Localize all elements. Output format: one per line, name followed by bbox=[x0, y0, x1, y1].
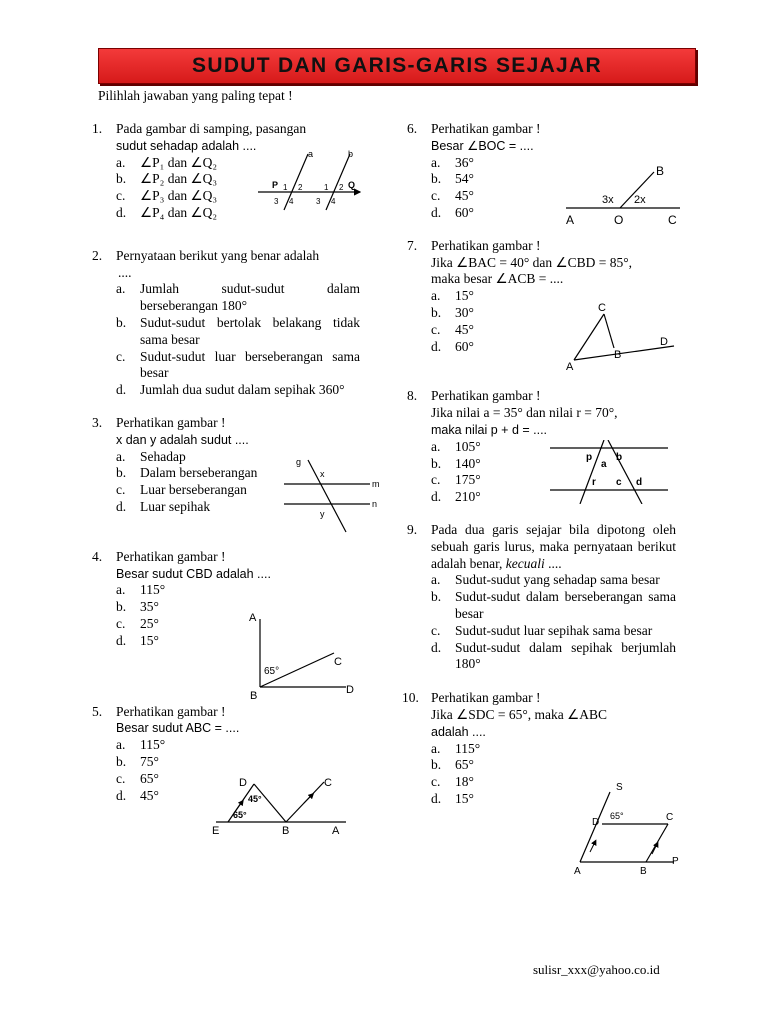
footer-email: sulisr_xxx@yahoo.co.id bbox=[533, 962, 660, 977]
label-b: b bbox=[616, 452, 623, 463]
option-a[interactable]: a. ∠P₁ dan ∠Q₂ bbox=[116, 154, 218, 170]
label-q3: 3 bbox=[316, 197, 321, 206]
label-Q: Q bbox=[348, 180, 356, 190]
title-banner bbox=[98, 48, 696, 84]
question-stem: adalah .... bbox=[431, 724, 486, 739]
option-d[interactable]: d. ∠P₄ dan ∠Q₂ bbox=[116, 204, 218, 220]
label-m: m bbox=[372, 479, 380, 489]
figure-q10 bbox=[570, 778, 682, 878]
label-p2: 2 bbox=[298, 183, 303, 192]
label-S: S bbox=[616, 782, 623, 793]
label-q1: 1 bbox=[324, 183, 329, 192]
label-P: P bbox=[272, 180, 279, 190]
question-stem: Perhatikan gambar ! bbox=[116, 703, 226, 719]
instruction: Pilihlah jawaban yang paling tepat ! bbox=[98, 88, 293, 103]
line-AD bbox=[574, 346, 674, 360]
option-b[interactable]: b. Sudut-sudut dalam berseberangan sama besar bbox=[431, 589, 676, 621]
label-O: O bbox=[614, 213, 624, 227]
label-a: a bbox=[308, 149, 314, 159]
label-r: r bbox=[592, 477, 596, 488]
question-stem: Pada gambar di samping, pasangan bbox=[116, 121, 307, 136]
option-a[interactable]: a. 115° bbox=[116, 737, 166, 753]
option-c[interactable]: c. 18° bbox=[431, 774, 474, 790]
option-b[interactable]: b. 65° bbox=[431, 757, 474, 773]
label-q2: 2 bbox=[339, 183, 344, 192]
label-angle: 65° bbox=[264, 666, 280, 677]
question-stem: Perhatikan gambar ! bbox=[431, 237, 541, 253]
question-number: 4. bbox=[92, 548, 103, 564]
question-number: 8. bbox=[407, 388, 418, 404]
question-stem: Jika ∠SDC = 65°, maka ∠ABC bbox=[431, 706, 607, 722]
label-C: C bbox=[668, 213, 677, 227]
option-d[interactable]: d. Jumlah dua sudut dalam sepihak 360° bbox=[116, 382, 345, 398]
option-c[interactable]: c. 65° bbox=[116, 770, 159, 786]
figure-q8 bbox=[550, 440, 674, 504]
question-number: 3. bbox=[92, 414, 103, 430]
question-2 bbox=[92, 247, 360, 399]
label-A: A bbox=[332, 825, 340, 836]
label-p: p bbox=[586, 452, 593, 463]
question-stem: Perhatikan gambar ! bbox=[116, 414, 226, 430]
question-stem: Jika nilai a = 35° dan nilai r = 70°, bbox=[431, 405, 618, 421]
option-a[interactable]: a. Jumlah sudut-sudut dalam berseberangan 180° bbox=[116, 281, 360, 314]
option-b[interactable]: b. 35° bbox=[116, 599, 159, 615]
label-B: B bbox=[614, 349, 622, 361]
label-A: A bbox=[566, 361, 574, 373]
question-number: 2. bbox=[92, 247, 103, 263]
figure-q3 bbox=[284, 452, 384, 534]
question-number: 5. bbox=[92, 703, 103, 719]
label-C: C bbox=[598, 302, 606, 314]
option-a[interactable]: a. 115° bbox=[116, 582, 166, 598]
label-45: 45° bbox=[248, 794, 262, 804]
question-stem: .... bbox=[118, 264, 132, 280]
question-stem: Perhatikan gambar ! bbox=[431, 690, 541, 706]
option-c[interactable]: c. 45° bbox=[431, 321, 474, 337]
option-d[interactable]: d. 15° bbox=[431, 790, 474, 806]
question-number: 10. bbox=[402, 690, 419, 706]
label-a: a bbox=[601, 459, 607, 470]
question-stem: Pernyataan berikut yang benar adalah bbox=[116, 247, 320, 263]
option-c[interactable]: c. ∠P₃ dan ∠Q₃ bbox=[116, 188, 218, 204]
option-b[interactable]: b. ∠P₂ dan ∠Q₃ bbox=[116, 171, 218, 187]
label-D: D bbox=[239, 777, 247, 789]
question-stem: Besar ∠BOC = .... bbox=[431, 138, 534, 153]
transversal-right bbox=[608, 440, 642, 504]
option-d[interactable]: d. 210° bbox=[431, 489, 481, 505]
line-b bbox=[326, 154, 350, 210]
label-B: B bbox=[640, 866, 647, 877]
figure-q1 bbox=[256, 146, 364, 212]
label-x: x bbox=[320, 469, 325, 479]
transversal-left bbox=[580, 440, 604, 504]
label-p3: 3 bbox=[274, 197, 279, 206]
figure-q4 bbox=[246, 609, 362, 701]
label-D: D bbox=[592, 817, 600, 828]
option-b[interactable]: b. 140° bbox=[431, 455, 481, 471]
label-A: A bbox=[249, 612, 257, 624]
label-y: y bbox=[320, 509, 325, 519]
label-A: A bbox=[566, 213, 575, 227]
label-65: 65° bbox=[610, 811, 624, 821]
label-g: g bbox=[296, 457, 302, 467]
label-n: n bbox=[372, 499, 378, 509]
question-stem: Pada dua garis sejajar bila dipotong oleh sebuah garis lurus, maka pernyataan berikut adalah benar, kecuali .... bbox=[431, 521, 676, 571]
option-a[interactable]: a. Sehadap bbox=[116, 448, 186, 464]
option-d[interactable]: d. 60° bbox=[431, 204, 474, 220]
question-number: 7. bbox=[407, 237, 418, 253]
question-stem: Besar sudut CBD adalah .... bbox=[116, 566, 271, 581]
label-B: B bbox=[656, 164, 665, 178]
option-a[interactable]: a. 105° bbox=[431, 438, 481, 454]
option-c[interactable]: c. Sudut-sudut luar sepihak sama besar bbox=[431, 622, 653, 638]
option-d[interactable]: d. 45° bbox=[116, 787, 159, 803]
option-a[interactable]: a. 36° bbox=[431, 154, 474, 170]
option-d[interactable]: d. 60° bbox=[431, 338, 474, 354]
label-p1: 1 bbox=[283, 183, 288, 192]
question-number: 9. bbox=[407, 521, 418, 537]
segment-CB bbox=[646, 824, 668, 862]
question-stem: sudut sehadap adalah .... bbox=[116, 138, 257, 153]
question-stem: Jika ∠BAC = 40° dan ∠CBD = 85°, bbox=[431, 254, 632, 270]
option-d[interactable]: d. Sudut-sudut dalam sepihak berjumlah 180° bbox=[431, 639, 676, 672]
option-d[interactable]: d. 15° bbox=[116, 632, 159, 648]
label-c: c bbox=[616, 477, 622, 488]
option-c[interactable]: c. 25° bbox=[116, 615, 159, 631]
option-a[interactable]: a. 115° bbox=[431, 740, 481, 756]
option-d[interactable]: d. Luar sepihak bbox=[116, 498, 211, 514]
arrow-icon bbox=[590, 842, 595, 852]
label-b: b bbox=[348, 149, 354, 159]
option-c[interactable]: c. Luar berseberangan bbox=[116, 482, 247, 498]
question-stem: Perhatikan gambar ! bbox=[431, 388, 541, 404]
label-D: D bbox=[346, 684, 354, 696]
label-B: B bbox=[282, 825, 290, 836]
line-g bbox=[308, 460, 346, 532]
question-number: 6. bbox=[407, 121, 418, 136]
label-E: E bbox=[212, 825, 220, 836]
label-3x: 3x bbox=[602, 194, 614, 206]
segment-CB bbox=[604, 314, 614, 348]
arrow-icon bbox=[652, 844, 657, 854]
segment-AC bbox=[574, 314, 604, 360]
question-stem: Perhatikan gambar ! bbox=[431, 121, 541, 136]
question-stem: Besar sudut ABC = .... bbox=[116, 721, 240, 736]
question-9 bbox=[407, 521, 676, 673]
option-a[interactable]: a. 15° bbox=[431, 288, 474, 304]
label-A: A bbox=[574, 866, 581, 877]
label-B: B bbox=[250, 690, 258, 701]
line-a bbox=[284, 154, 308, 210]
label-2x: 2x bbox=[634, 194, 646, 206]
option-c[interactable]: c. 175° bbox=[431, 472, 481, 488]
label-D: D bbox=[660, 336, 668, 348]
option-b[interactable]: b. 30° bbox=[431, 304, 474, 320]
option-b[interactable]: b. 54° bbox=[431, 171, 474, 187]
question-stem: x dan y adalah sudut .... bbox=[116, 432, 249, 447]
arrow-icon bbox=[304, 795, 312, 803]
label-P: P bbox=[672, 856, 679, 867]
option-b[interactable]: b. Sudut-sudut bertolak belakang tidak sama besar bbox=[116, 314, 360, 347]
label-d: d bbox=[636, 477, 643, 488]
option-a[interactable]: a. Sudut-sudut yang sehadap sama besar bbox=[431, 572, 660, 588]
option-b[interactable]: b. 75° bbox=[116, 753, 159, 769]
label-q4: 4 bbox=[331, 197, 336, 206]
option-b[interactable]: b. Dalam berseberangan bbox=[116, 465, 258, 481]
question-stem: Perhatikan gambar ! bbox=[116, 548, 226, 564]
label-C: C bbox=[666, 812, 674, 823]
option-c[interactable]: c. Sudut-sudut luar berseberangan sama besar bbox=[116, 348, 360, 381]
page-title: SUDUT DAN GARIS-GARIS SEJAJAR bbox=[192, 54, 602, 77]
label-C: C bbox=[324, 777, 332, 789]
figure-q7 bbox=[562, 300, 680, 374]
option-c[interactable]: c. 45° bbox=[431, 188, 474, 204]
figure-q5 bbox=[208, 772, 348, 836]
label-p4: 4 bbox=[289, 197, 294, 206]
label-C: C bbox=[334, 656, 342, 668]
label-65: 65° bbox=[233, 810, 247, 820]
question-stem: maka besar ∠ACB = .... bbox=[431, 271, 564, 287]
question-stem: maka nilai p + d = .... bbox=[431, 422, 548, 437]
figure-q6 bbox=[562, 160, 686, 228]
question-number: 1. bbox=[92, 121, 103, 136]
